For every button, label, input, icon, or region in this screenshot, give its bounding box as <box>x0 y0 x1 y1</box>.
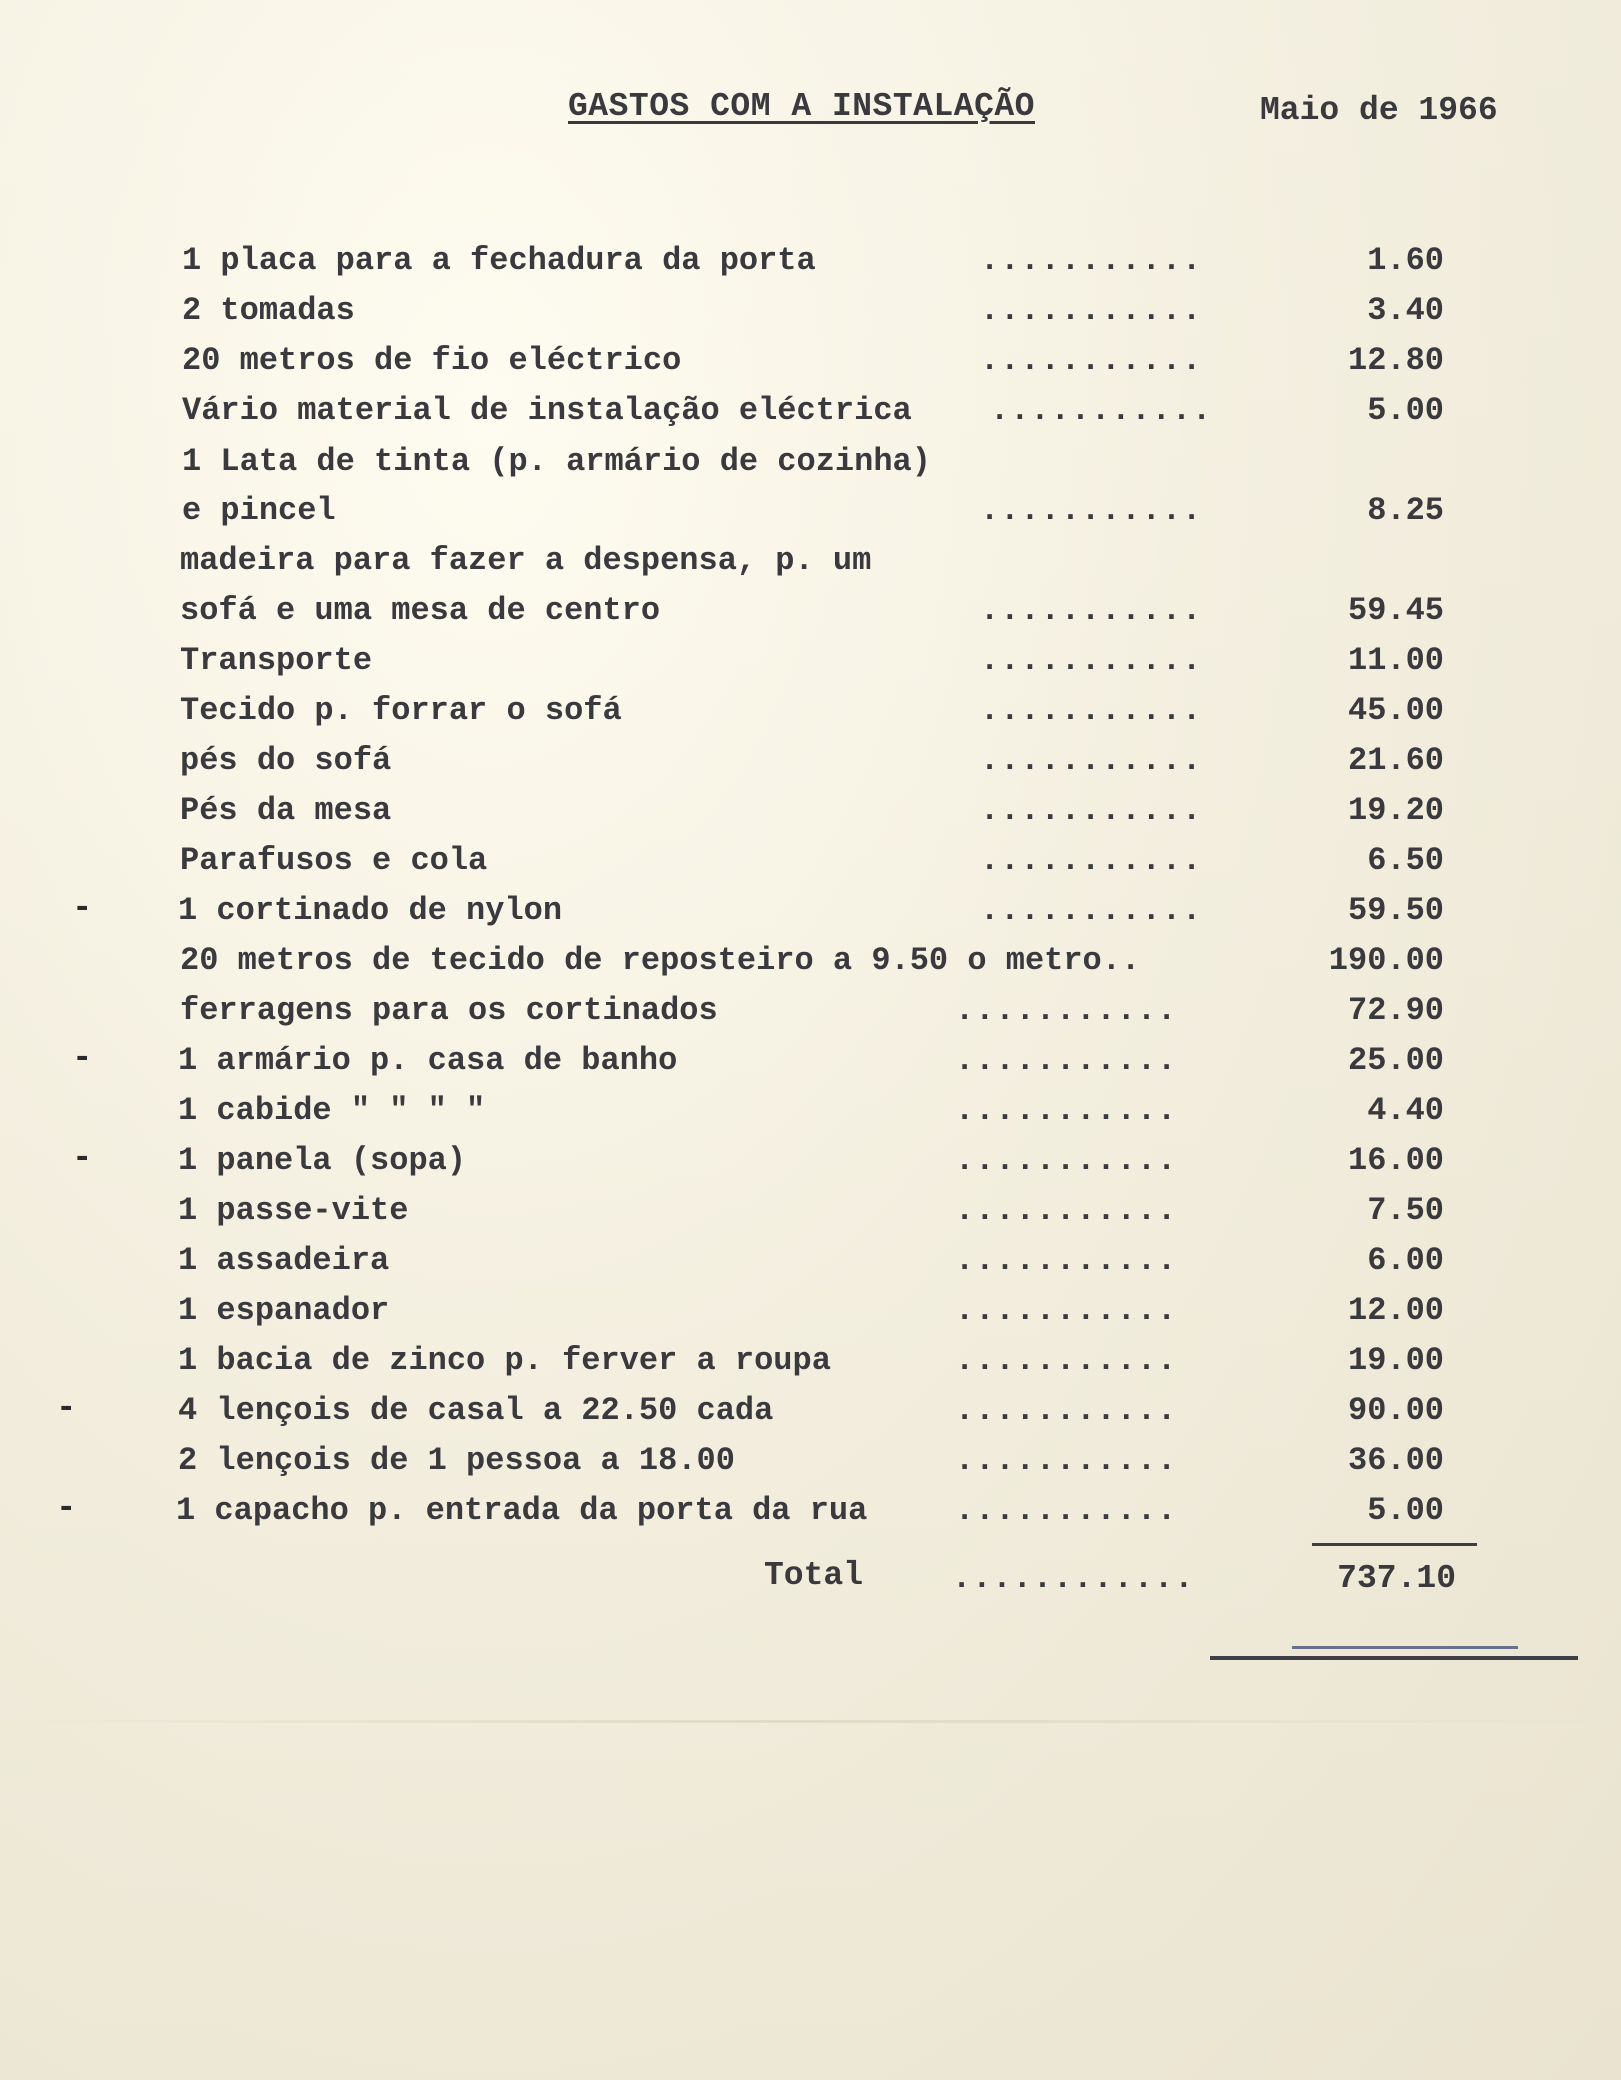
dot-leader: ........... <box>980 842 1203 879</box>
item-description: sofá e uma mesa de centro <box>180 592 661 629</box>
expense-row <box>0 292 1621 336</box>
item-description: ferragens para os cortinados <box>180 992 718 1029</box>
dot-leader: ........... <box>980 742 1203 779</box>
item-description: 1 cortinado de nylon <box>178 892 563 929</box>
item-description: 2 lençois de 1 pessoa a 18.00 <box>178 1442 735 1479</box>
item-description: 1 capacho p. entrada da porta da rua <box>176 1492 868 1529</box>
item-description: 20 metros de fio eléctrico <box>182 342 682 379</box>
expense-row <box>0 342 1621 386</box>
item-amount: 7.50 <box>1367 1192 1444 1229</box>
expense-row <box>0 242 1621 286</box>
expense-row <box>0 992 1621 1036</box>
margin-mark: - <box>56 1390 77 1428</box>
dot-leader: ........... <box>980 692 1203 729</box>
expense-row <box>0 542 1621 586</box>
total-label: Total <box>764 1557 864 1594</box>
margin-mark: - <box>72 1140 93 1178</box>
item-description: pés do sofá <box>180 742 392 779</box>
item-amount: 19.00 <box>1347 1342 1444 1379</box>
dot-leader: ........... <box>955 1442 1178 1479</box>
item-description: Transporte <box>180 642 373 679</box>
expense-row <box>0 842 1621 886</box>
dot-leader: ........... <box>955 992 1178 1029</box>
total-leader: ............ <box>952 1560 1195 1597</box>
dot-leader: ........... <box>955 1092 1178 1129</box>
document-date: Maio de 1966 <box>1260 92 1498 129</box>
item-amount: 6.00 <box>1367 1242 1444 1279</box>
item-description: 4 lençois de casal a 22.50 cada <box>178 1392 774 1429</box>
expense-row <box>0 1242 1621 1286</box>
item-amount: 59.45 <box>1347 592 1444 629</box>
item-description: e pincel <box>182 492 336 529</box>
item-description: 20 metros de tecido de reposteiro a 9.50 o metro.. <box>180 942 1141 979</box>
dot-leader: ........... <box>980 342 1203 379</box>
double-rule <box>1210 1656 1578 1660</box>
dot-leader: ........... <box>980 292 1203 329</box>
document-title: GASTOS COM A INSTALAÇÃO <box>568 88 1035 125</box>
item-amount: 19.20 <box>1347 792 1444 829</box>
margin-mark: - <box>72 890 93 928</box>
expense-row <box>0 1342 1621 1386</box>
dot-leader: ........... <box>955 1292 1178 1329</box>
expense-row <box>0 443 1621 487</box>
item-amount: 59.50 <box>1347 892 1444 929</box>
paper-crease <box>0 1720 1621 1723</box>
expense-row <box>0 742 1621 786</box>
item-amount: 16.00 <box>1347 1142 1444 1179</box>
item-amount: 45.00 <box>1347 692 1444 729</box>
dot-leader: ........... <box>955 1042 1178 1079</box>
item-amount: 72.90 <box>1347 992 1444 1029</box>
item-amount: 90.00 <box>1347 1392 1444 1429</box>
item-description: Vário material de instalação eléctrica <box>182 392 912 429</box>
item-amount: 3.40 <box>1367 292 1444 329</box>
item-description: 1 cabide " " " " <box>178 1092 486 1129</box>
dot-leader: ........... <box>980 592 1203 629</box>
item-amount: 21.60 <box>1347 742 1444 779</box>
dot-leader: ........... <box>955 1342 1178 1379</box>
item-description: 1 armário p. casa de banho <box>178 1042 678 1079</box>
dot-leader: ........... <box>955 1142 1178 1179</box>
expense-row <box>0 792 1621 836</box>
expense-row <box>0 1292 1621 1336</box>
dot-leader: ........... <box>955 1192 1178 1229</box>
item-description: 1 Lata de tinta (p. armário de cozinha) <box>182 443 931 480</box>
margin-mark: - <box>56 1490 77 1528</box>
dot-leader: ........... <box>955 1492 1178 1529</box>
item-amount: 190.00 <box>1328 942 1444 979</box>
dot-leader: ........... <box>980 492 1203 529</box>
item-description: Pés da mesa <box>180 792 392 829</box>
expense-row <box>0 1092 1621 1136</box>
dot-leader: ........... <box>980 642 1203 679</box>
item-description: 1 passe-vite <box>178 1192 409 1229</box>
item-description: Parafusos e cola <box>180 842 488 879</box>
item-description: madeira para fazer a despensa, p. um <box>180 542 872 579</box>
item-amount: 5.00 <box>1367 1492 1444 1529</box>
dot-leader: ........... <box>980 792 1203 829</box>
item-amount: 12.00 <box>1347 1292 1444 1329</box>
item-amount: 6.50 <box>1367 842 1444 879</box>
expense-row <box>0 642 1621 686</box>
item-amount: 5.00 <box>1367 392 1444 429</box>
item-description: 1 placa para a fechadura da porta <box>182 242 816 279</box>
expense-row <box>0 942 1621 986</box>
item-description: 1 panela (sopa) <box>178 1142 467 1179</box>
total-rule <box>1312 1543 1477 1546</box>
expense-row <box>0 1392 1621 1436</box>
item-description: Tecido p. forrar o sofá <box>180 692 622 729</box>
item-description: 1 espanador <box>178 1292 390 1329</box>
expense-row <box>0 892 1621 936</box>
item-amount: 8.25 <box>1367 492 1444 529</box>
ink-underline <box>1292 1646 1518 1649</box>
dot-leader: ........... <box>990 392 1213 429</box>
item-description: 1 assadeira <box>178 1242 390 1279</box>
item-amount: 4.40 <box>1367 1092 1444 1129</box>
dot-leader: ........... <box>980 242 1203 279</box>
total-amount: 737.10 <box>1337 1560 1456 1597</box>
item-amount: 12.80 <box>1347 342 1444 379</box>
item-amount: 11.00 <box>1347 642 1444 679</box>
expense-row <box>0 392 1621 436</box>
dot-leader: ........... <box>955 1392 1178 1429</box>
expense-row <box>0 592 1621 636</box>
dot-leader: ........... <box>955 1242 1178 1279</box>
item-amount: 1.60 <box>1367 242 1444 279</box>
expense-row <box>0 1142 1621 1186</box>
expense-row <box>0 492 1621 536</box>
expense-row <box>0 1192 1621 1236</box>
dot-leader: ........... <box>980 892 1203 929</box>
item-amount: 25.00 <box>1347 1042 1444 1079</box>
expense-row <box>0 692 1621 736</box>
item-description: 2 tomadas <box>182 292 355 329</box>
item-amount: 36.00 <box>1347 1442 1444 1479</box>
expense-row <box>0 1442 1621 1486</box>
expense-row <box>0 1042 1621 1086</box>
margin-mark: - <box>72 1040 93 1078</box>
expense-row <box>0 1492 1621 1536</box>
item-description: 1 bacia de zinco p. ferver a roupa <box>178 1342 831 1379</box>
